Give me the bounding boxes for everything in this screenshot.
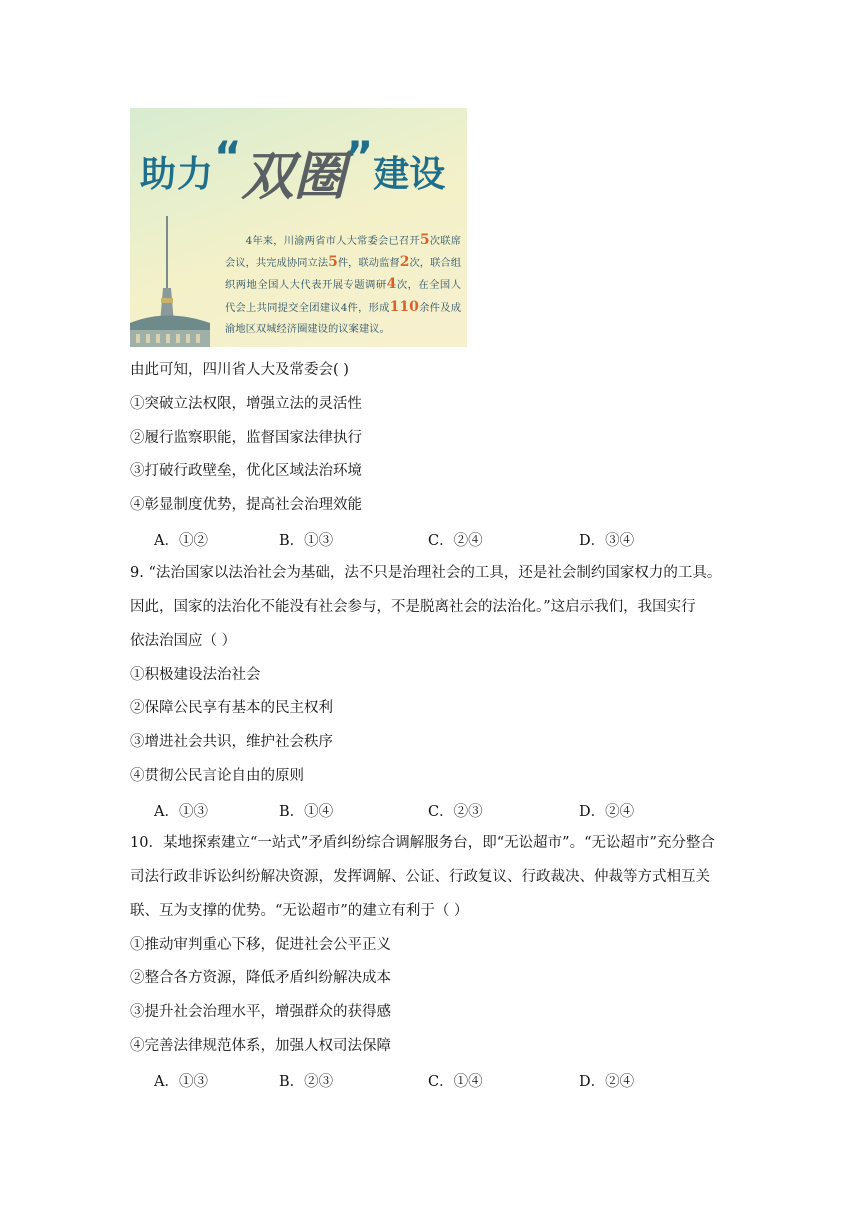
q8-item-2: ②履行监察职能，监督国家法律执行 (130, 430, 362, 446)
title-calligraphy: 双圈 (241, 145, 346, 207)
title-suffix: 建设 (373, 153, 446, 195)
q9-stem-line-1: 9. “法治国家以法治社会为基础，法不只是治理社会的工具，还是社会制约国家权力的工具。 (130, 565, 722, 581)
q8-stem: 由此可知，四川省人大及常委会( ) (130, 362, 349, 378)
q10-item-2: ②整合各方资源，降低矛盾纠纷解决成本 (130, 970, 391, 986)
q9-item-4: ④贯彻公民言论自由的原则 (130, 768, 304, 784)
q9-item-3: ③增进社会共识，维护社会秩序 (130, 734, 333, 750)
q10-option-c[interactable]: C．①④ (428, 1074, 483, 1090)
q9-option-a[interactable]: A．①③ (154, 804, 208, 820)
q9-stem-line-2: 因此，国家的法治化不能没有社会参与，不是脱离社会的法治化。”这启示我们，我国实行 (130, 599, 696, 615)
q10-stem-line-3: 联、互为支撑的优势。“无讼超市”的建立有利于（ ） (130, 903, 469, 919)
q10-option-d[interactable]: D．②④ (579, 1074, 635, 1090)
q8-option-c[interactable]: C．②④ (428, 533, 483, 549)
q10-stem-line-2: 司法行政非诉讼纠纷解决资源，发挥调解、公证、行政复议、行政裁决、仲裁等方式相互关 (130, 869, 710, 885)
infographic-text: 4年来，川渝两省市人大常委会已召开5次联席会议，共完成协同立法5件，联动监督2次，联合组织两地全国人大代表开展专题调研4次，在全国人代会上共同提交全团建议4件，形成110余件及成渝地区双城经济圈建设的议案建议。 (225, 232, 462, 335)
q8-option-d[interactable]: D．③④ (579, 533, 635, 549)
q8-item-4: ④彰显制度优势，提高社会治理效能 (130, 497, 362, 513)
q9-option-c[interactable]: C．②③ (428, 804, 483, 820)
title-quote-open: “ (214, 131, 242, 181)
q10-item-1: ①推动审判重心下移，促进社会公平正义 (130, 937, 391, 953)
q9-item-1: ①积极建设法治社会 (130, 667, 261, 683)
title-quote-close: ” (345, 131, 374, 181)
q10-option-a[interactable]: A．①③ (154, 1074, 208, 1090)
q10-item-4: ④完善法律规范体系，加强人权司法保障 (130, 1038, 391, 1054)
q10-item-3: ③提升社会治理水平，增强群众的获得感 (130, 1004, 391, 1020)
q9-option-d[interactable]: D．②④ (579, 804, 635, 820)
q9-item-2: ②保障公民享有基本的民主权利 (130, 700, 333, 716)
q9-option-b[interactable]: B．①④ (279, 804, 334, 820)
q9-stem-line-3: 依法治国应（ ） (130, 633, 237, 649)
q8-item-3: ③打破行政壁垒，优化区域法治环境 (130, 463, 362, 479)
infographic-image (130, 108, 467, 347)
q10-option-b[interactable]: B．②③ (279, 1074, 334, 1090)
title-prefix: 助力 (140, 153, 215, 195)
q8-item-1: ①突破立法权限，增强立法的灵活性 (130, 396, 362, 412)
q8-option-a[interactable]: A．①② (154, 533, 208, 549)
q10-stem-line-1: 10．某地探索建立“一站式”矛盾纠纷综合调解服务台，即“无讼超市”。“无讼超市”充分整合 (130, 835, 715, 851)
q8-option-b[interactable]: B．①③ (279, 533, 334, 549)
